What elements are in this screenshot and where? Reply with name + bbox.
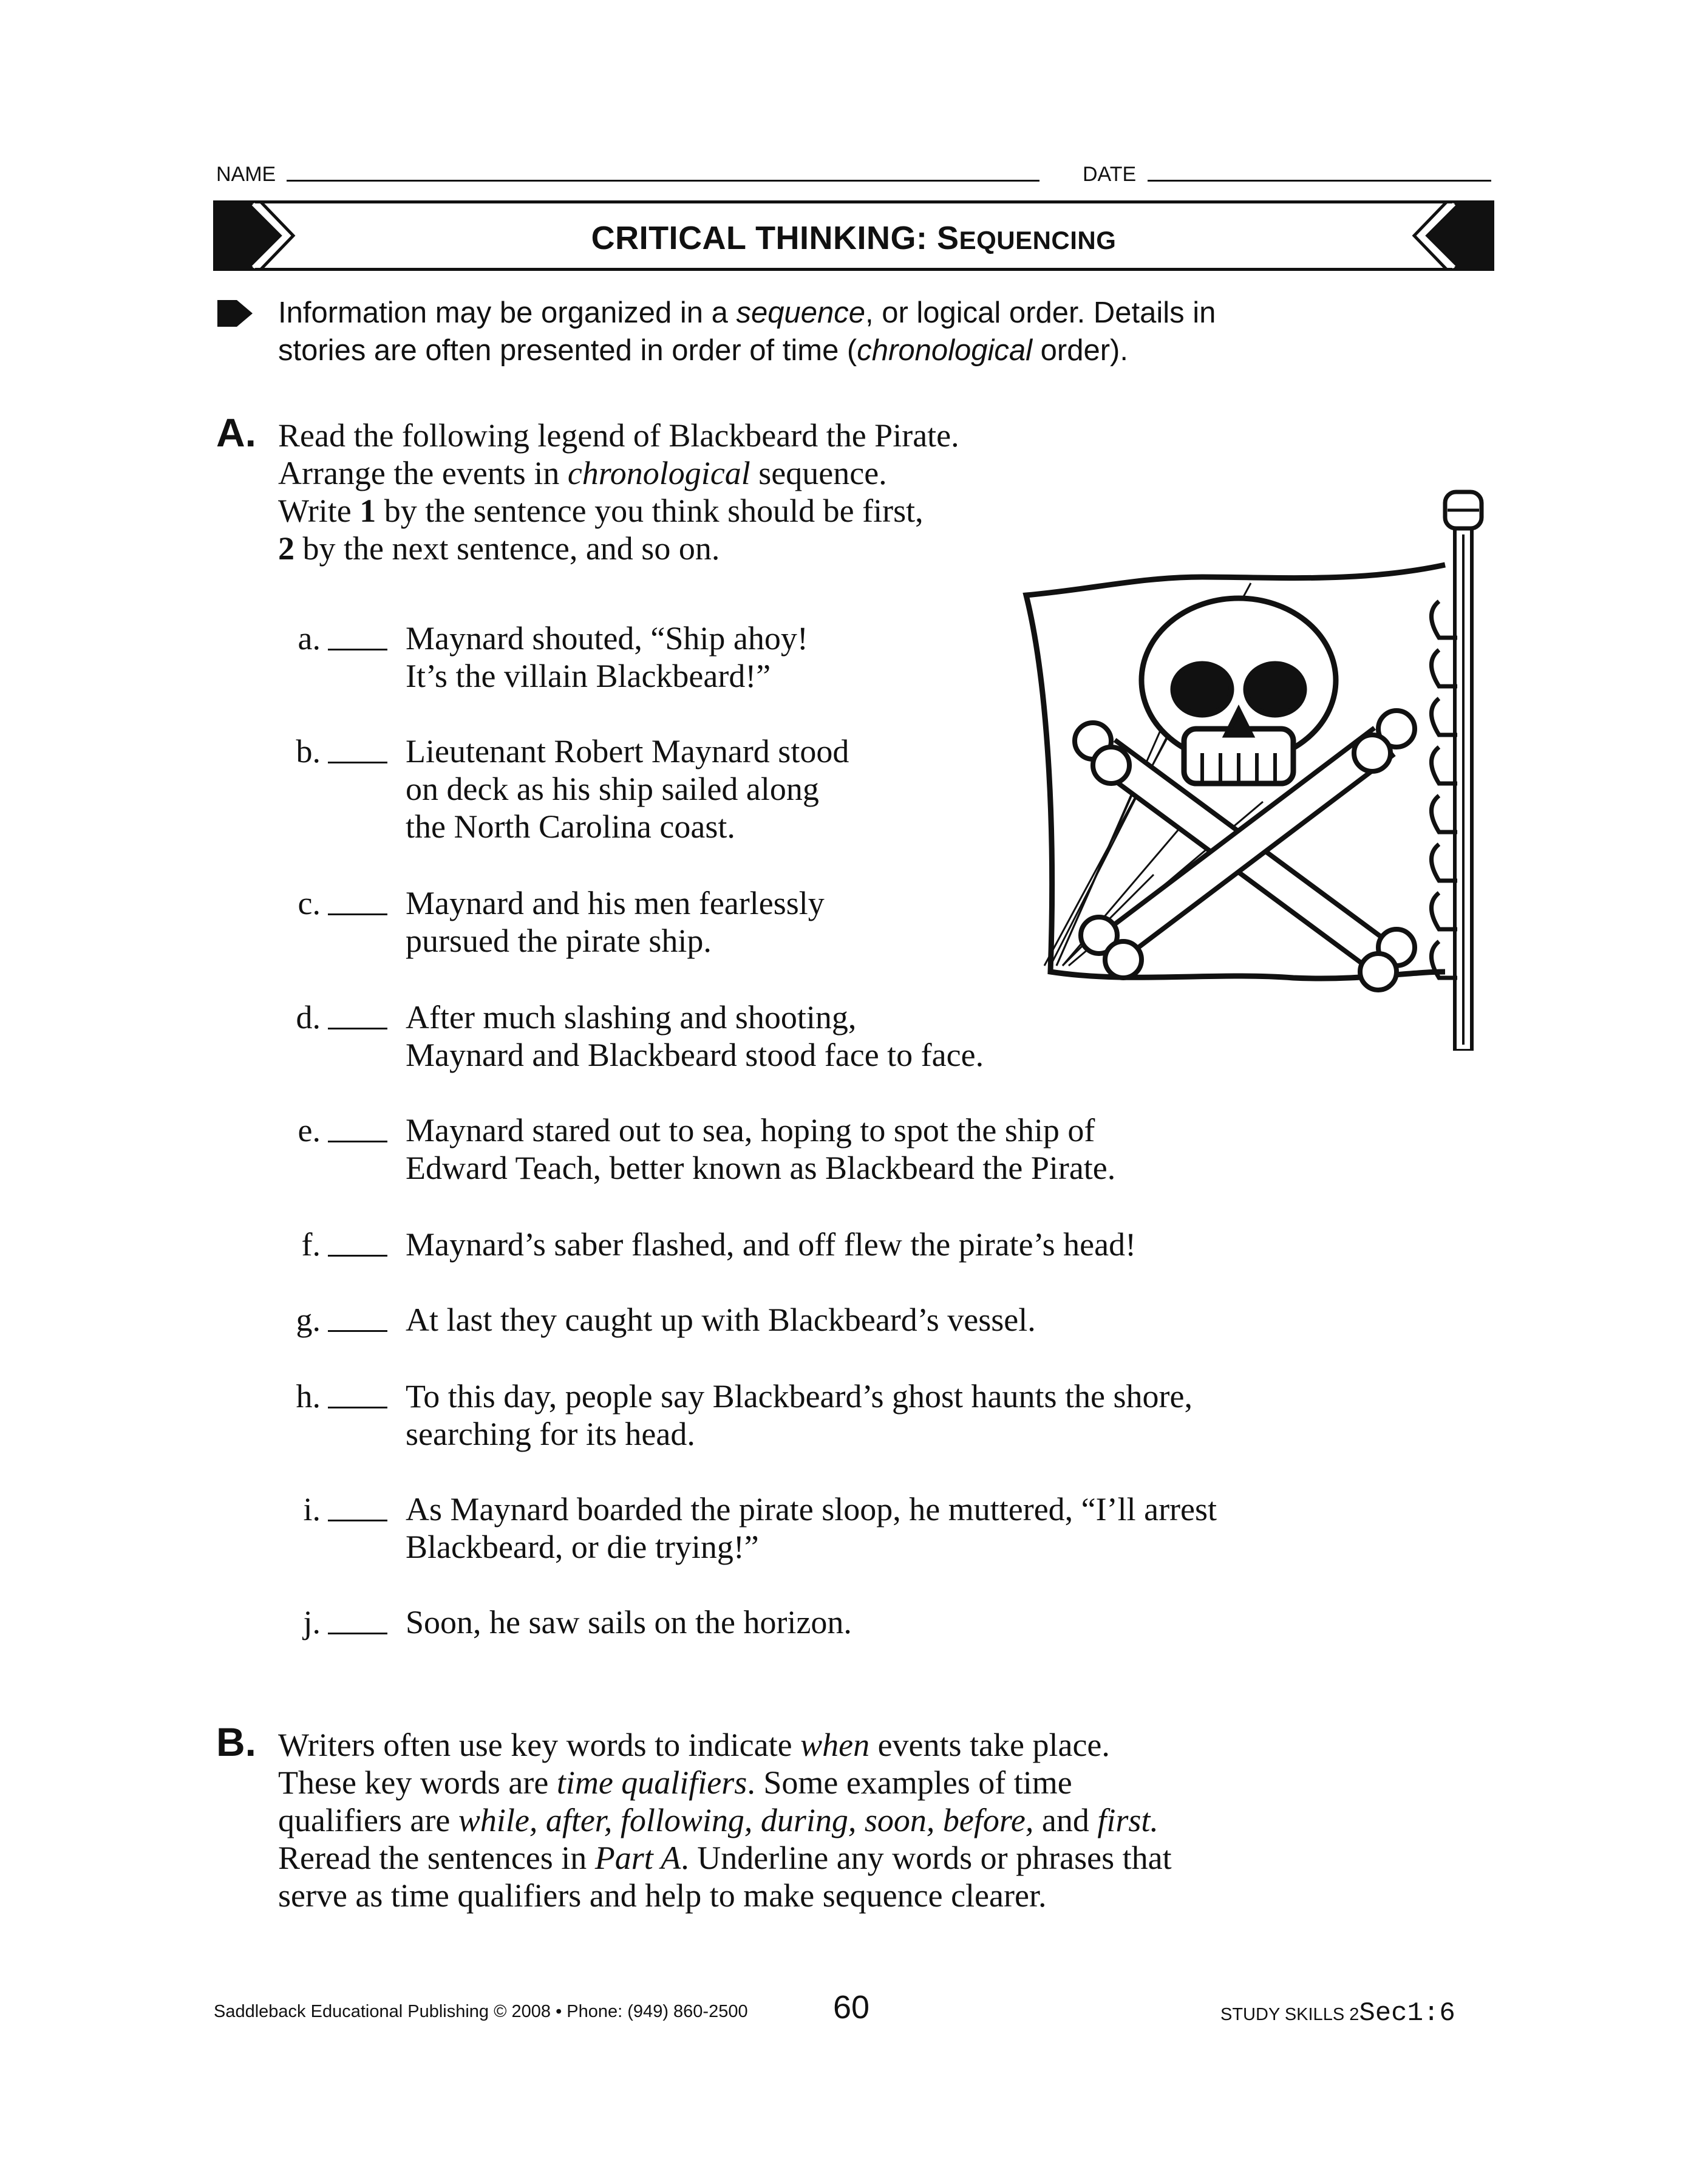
- answer-blank[interactable]: [328, 1306, 387, 1332]
- list-item: c. Maynard and his men fearlessly pursued the pirate ship.: [278, 884, 1432, 922]
- item-label: h.: [296, 1378, 321, 1415]
- item-label: d.: [296, 999, 321, 1036]
- list-item: g. At last they caught up with Blackbeard’s vessel.: [278, 1301, 1432, 1339]
- answer-blank[interactable]: [328, 1003, 387, 1029]
- list-item: j. Soon, he saw sails on the horizon.: [278, 1603, 1432, 1641]
- answer-blank[interactable]: [328, 1116, 387, 1142]
- answer-blank[interactable]: [328, 1608, 387, 1634]
- list-item: b. Lieutenant Robert Maynard stood on deck as his ship sailed along the North Carolina coast.: [278, 732, 1432, 770]
- date-label: DATE: [1083, 163, 1137, 186]
- answer-blank[interactable]: [328, 1382, 387, 1408]
- item-label: c.: [298, 885, 321, 921]
- page-number: 60: [833, 1989, 870, 2026]
- banner-right-arrow-icon: [1409, 200, 1494, 271]
- intro-text: Information may be organized in a sequence, or logical order. Details in stories are often presented in order of time (chronological order).: [278, 296, 1216, 367]
- intro-bullet-arrow-icon: [216, 299, 254, 328]
- answer-blank[interactable]: [328, 624, 387, 650]
- list-item: h. To this day, people say Blackbeard’s ghost haunts the shore, searching for its head.: [278, 1377, 1432, 1415]
- section-a-letter: A.: [216, 410, 256, 455]
- item-label: g.: [296, 1302, 321, 1338]
- answer-blank[interactable]: [328, 1495, 387, 1521]
- answer-blank[interactable]: [328, 737, 387, 763]
- footer-publisher: Saddleback Educational Publishing © 2008 • Phone: (949) 860-2500: [214, 2002, 748, 2021]
- section-b-instructions: Writers often use key words to indicate when events take place. These key words are time qualifiers. Some examples of time qualifiers are while, after, following, during, soon, before, and first. Reread the sentences in Part A. Underline any words or phrases that serve as time qualifiers and help to make sequence clearer.: [278, 1727, 1172, 1914]
- item-label: a.: [298, 620, 321, 657]
- section-b-letter: B.: [216, 1719, 256, 1764]
- list-item: d. After much slashing and shooting, Maynard and Blackbeard stood face to face.: [278, 998, 1432, 1036]
- answer-blank[interactable]: [328, 1230, 387, 1257]
- name-field-line[interactable]: [287, 180, 1039, 182]
- item-label: f.: [301, 1226, 321, 1263]
- list-item: f. Maynard’s saber flashed, and off flew the pirate’s head!: [278, 1226, 1432, 1263]
- footer-book: STUDY SKILLS 2Sec1:6: [1220, 1998, 1455, 2029]
- item-label: i.: [303, 1491, 321, 1527]
- date-field-line[interactable]: [1148, 180, 1491, 182]
- list-item: a. Maynard shouted, “Ship ahoy! It’s the villain Blackbeard!”: [278, 620, 1432, 657]
- list-item: e. Maynard stared out to sea, hoping to spot the ship of Edward Teach, better known as Blackbeard the Pirate.: [278, 1111, 1432, 1149]
- section-a-instructions: Read the following legend of Blackbeard the Pirate. Arrange the events in chronological sequence. Write 1 by the sentence you think should be first, 2 by the next sentence, and so on.: [278, 417, 959, 567]
- item-label: j.: [303, 1604, 321, 1640]
- title-banner: [216, 200, 1491, 271]
- item-label: b.: [296, 733, 321, 770]
- list-item: i. As Maynard boarded the pirate sloop, he muttered, “I’ll arrest Blackbeard, or die trying!”: [278, 1490, 1432, 1528]
- answer-blank[interactable]: [328, 889, 387, 915]
- name-label: NAME: [216, 163, 276, 186]
- item-label: e.: [298, 1112, 321, 1149]
- page-title: CRITICAL THINKING: SEQUENCING: [591, 220, 1117, 256]
